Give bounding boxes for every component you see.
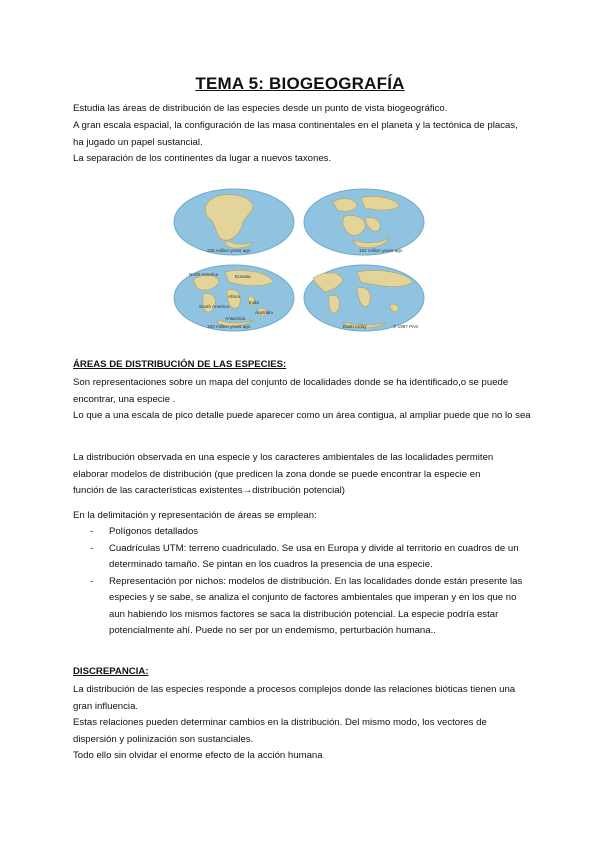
map-152-mya <box>303 188 425 256</box>
discrepancia-paragraph-3: Todo ello sin olvidar el enorme efecto de la acción humana <box>73 750 323 761</box>
map-caption: 152 million years ago <box>359 248 403 253</box>
map-caption: Earth today <box>343 324 367 329</box>
areas-paragraph-4: En la delimitación y representación de áreas se emplean: <box>73 510 317 521</box>
section-heading-areas: ÁREAS DE DISTRIBUCIÓN DE LAS ESPECIES: <box>73 359 287 370</box>
globe-today-image <box>303 264 425 332</box>
page-title: TEMA 5: BIOGEOGRAFÍA <box>195 74 405 93</box>
globe-225-mya-image <box>173 188 295 256</box>
areas-paragraph-1: Son representaciones sobre un mapa del conjunto de localidades donde se ha identificado,o se puede encontrar, una especie . <box>73 377 509 405</box>
intro-paragraph-2: A gran escala espacial, la configuración de las masa continentales en el planeta y la tectónica de placas, ha jugado un papel sustancial. <box>73 120 518 148</box>
discrepancia-paragraph-1: La distribución de las especies responde a procesos complejos donde las relaciones bióticas tienen una gran influencia. <box>73 684 516 712</box>
map-credit: © 1997 PAS <box>393 324 419 329</box>
map-caption: 100 million years ago <box>207 324 251 329</box>
map-label: Eurasia <box>235 274 251 279</box>
map-label: Antarctica <box>225 316 246 321</box>
areas-paragraph-3: La distribución observada en una especie y los caracteres ambientales de las localidades permiten elaborar modelos de distribución (que predicen la zona donde se puede encontrar la especie en función de las características existentes→distribución potencial) <box>73 452 494 496</box>
section-heading-discrepancia: DISCREPANCIA: <box>73 666 149 677</box>
list-item-text: Representación por nichos: modelos de distribución. En las localidades donde están presente las especies y se sabe, se analiza el conjunto de factores ambientales que imperan y en los que no aun habiendo los mismos factores se saca la distribución potencial. La especie podría estar potencialmente ahí. Puede no ser por un endemismo, perturbación humana.. <box>109 575 523 636</box>
map-caption: 225 million years ago <box>207 248 251 253</box>
map-label: Africa <box>228 294 240 299</box>
list-item-text: Polígonos detallados <box>109 526 199 537</box>
list-bullet: - <box>90 542 94 554</box>
map-100-mya <box>173 264 295 332</box>
intro-paragraph-3: La separación de los continentes da lugar a nuevos taxones. <box>73 153 332 164</box>
continental-drift-figure <box>173 188 427 336</box>
list-item <box>90 524 530 541</box>
list-item-text: Cuadrículas UTM: terreno cuadriculado. Se usa en Europa y divide al territorio en cuadros de un determinado tamaño. Se pintan en los cuadros la presencia de una especie. <box>109 542 519 570</box>
list-bullet: - <box>90 526 94 537</box>
map-label: North America <box>189 272 219 277</box>
list-item <box>90 541 530 574</box>
map-label: India <box>249 300 259 305</box>
intro-paragraph-1: Estudia las áreas de distribución de las especies desde un punto de vista biogeográfico. <box>73 103 448 114</box>
map-earth-today <box>303 264 425 332</box>
list-item <box>90 574 530 640</box>
area-methods-list <box>90 524 530 640</box>
map-225-mya <box>173 188 295 256</box>
list-bullet: - <box>90 575 94 587</box>
map-label: Australia <box>255 310 273 315</box>
globe-152-mya-image <box>303 188 425 256</box>
map-label: South America <box>199 304 229 309</box>
discrepancia-paragraph-2: Estas relaciones pueden determinar cambios en la distribución. Del mismo modo, los vectores de dispersión y polinización son sustanciales. <box>73 717 487 745</box>
areas-paragraph-2: Lo que a una escala de pico detalle puede aparecer como un área contigua, al ampliar puede que no lo sea <box>73 410 531 421</box>
